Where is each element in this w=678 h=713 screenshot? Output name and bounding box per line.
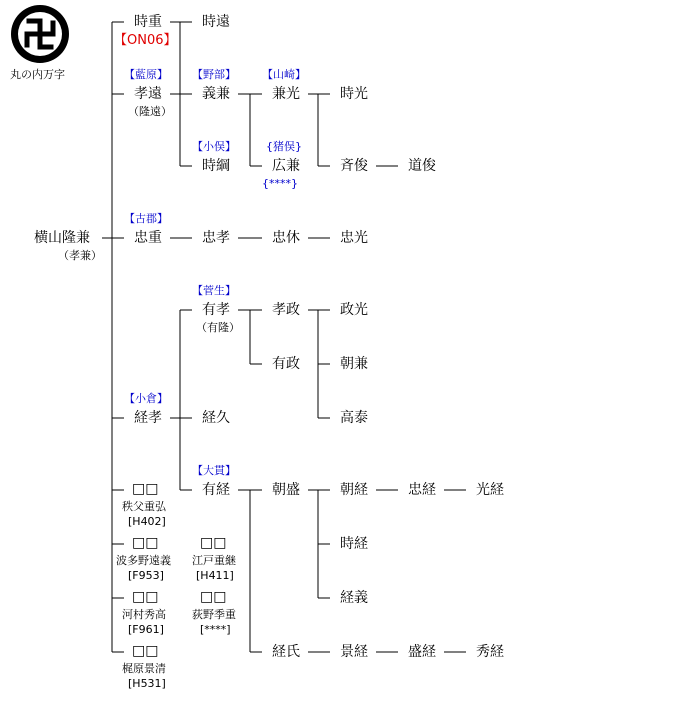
person-tsunetaka: 経孝	[134, 410, 162, 426]
placeholder-boxes: □□	[132, 643, 159, 659]
person-tadayasu: 忠休	[272, 230, 300, 246]
related-code: [H531]	[128, 677, 166, 690]
person-tokitsune: 時経	[340, 536, 368, 552]
placeholder-boxes: □□	[200, 535, 227, 551]
related-name: 荻野季重	[192, 608, 236, 621]
related-name: 河村秀高	[122, 608, 166, 621]
person-kagetsune: 景経	[340, 644, 368, 660]
person-tokito: 時遠	[202, 14, 230, 30]
person-tsuneyoshi: 経義	[340, 590, 368, 606]
related-code: [H402]	[128, 515, 166, 528]
person-michitoshi: 道俊	[408, 158, 436, 174]
related-code: [****]	[200, 623, 231, 636]
person-hirokane-note: {****}	[262, 177, 298, 190]
person-tokimitsu: 時光	[340, 86, 368, 102]
tag-kanemitsu: 【山崎】	[262, 68, 306, 81]
tag-aritaka: 【菅生】	[192, 284, 236, 297]
tag-aritsune: 【大貫】	[192, 464, 236, 477]
placeholder-boxes: □□	[200, 589, 227, 605]
crest-label: 丸の内万字	[10, 68, 65, 81]
person-root-alt: （孝兼）	[58, 249, 102, 262]
person-tadashige: 忠重	[134, 230, 162, 246]
person-moritsune: 盛経	[408, 644, 436, 660]
tag-yoshikane: 【野部】	[192, 68, 236, 81]
person-tomotsune: 朝経	[340, 482, 368, 498]
person-mitsutsune: 光経	[476, 482, 504, 498]
tag-hirokane: {猪俣}	[266, 140, 302, 153]
person-takayasu: 高泰	[340, 410, 368, 426]
person-takato-alt: （隆遠）	[128, 105, 172, 118]
person-tomokane: 朝兼	[340, 356, 368, 372]
person-aritaka-alt: （有隆）	[196, 321, 240, 334]
related-name: 波多野遠義	[116, 554, 171, 567]
person-tsunehisa: 経久	[202, 410, 230, 426]
person-masamitsu: 政光	[340, 302, 368, 318]
tag-takato: 【藍原】	[124, 68, 168, 81]
person-takamasa: 孝政	[272, 302, 300, 318]
person-takato: 孝遠	[134, 86, 162, 102]
person-hidetsune: 秀経	[476, 644, 504, 660]
person-hirokane: 広兼	[272, 158, 300, 174]
tag-tadashige: 【古郡】	[124, 212, 168, 225]
person-tomomori: 朝盛	[272, 482, 300, 498]
person-root: 横山隆兼	[34, 230, 90, 246]
manji-in-circle-icon	[10, 4, 70, 64]
placeholder-boxes: □□	[132, 589, 159, 605]
person-yoshikane: 義兼	[202, 86, 230, 102]
related-code: [F953]	[128, 569, 164, 582]
related-name: 江戸重継	[192, 554, 236, 567]
related-code: [H411]	[196, 569, 234, 582]
related-code: [F961]	[128, 623, 164, 636]
person-tadataka: 忠孝	[202, 230, 230, 246]
person-tadatsune: 忠経	[408, 482, 436, 498]
person-tsuneuji: 経氏	[272, 644, 300, 660]
person-tokitsuna: 時綱	[202, 158, 230, 174]
related-name: 梶原景清	[122, 662, 166, 675]
person-arimasa: 有政	[272, 356, 300, 372]
tag-tokitsuna: 【小俣】	[192, 140, 236, 153]
person-kanemitsu: 兼光	[272, 86, 300, 102]
person-aritaka: 有孝	[202, 302, 230, 318]
placeholder-boxes: □□	[132, 481, 159, 497]
person-tokishige: 時重	[134, 14, 162, 30]
placeholder-boxes: □□	[132, 535, 159, 551]
person-tadamitsu: 忠光	[340, 230, 368, 246]
person-aritsune: 有経	[202, 482, 230, 498]
tag-tsunetaka: 【小倉】	[124, 392, 168, 405]
red-note: 【ON06】	[114, 33, 177, 48]
person-naritoshi: 斉俊	[340, 158, 368, 174]
related-name: 秩父重弘	[122, 500, 166, 513]
